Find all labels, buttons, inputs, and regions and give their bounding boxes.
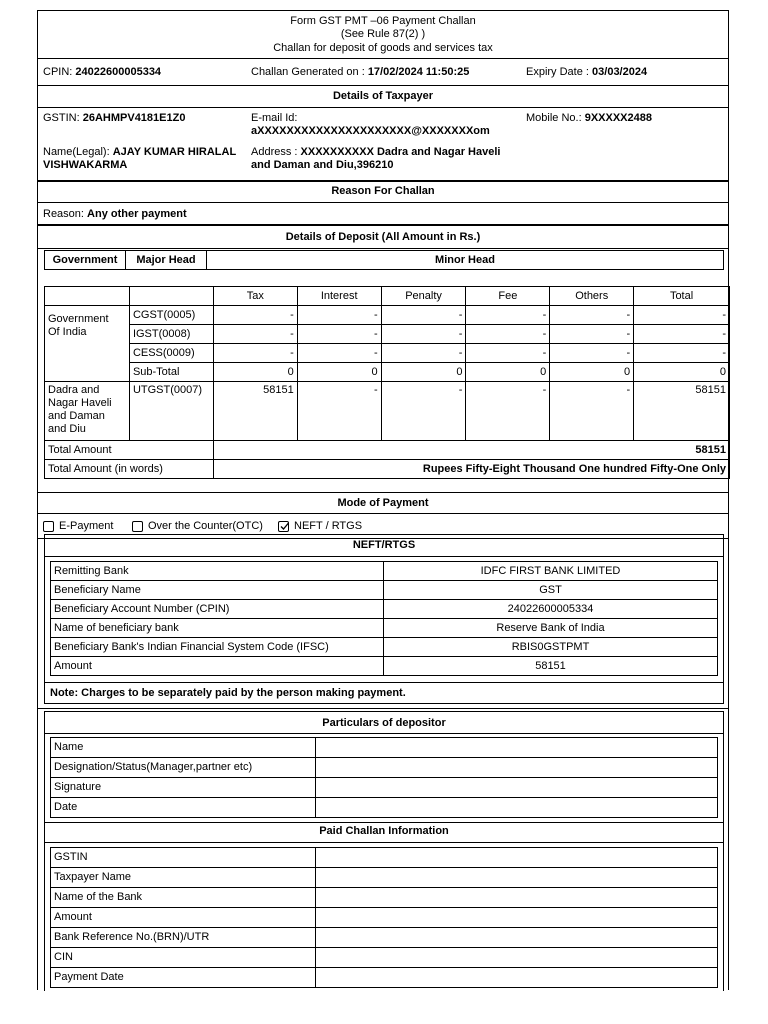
table-row [51,868,718,888]
paid-table [50,847,718,988]
paid-value [316,848,718,868]
neft-label: Amount [51,657,384,676]
reason-section-header [38,181,728,203]
deposit-head-table [44,250,724,270]
major-head: CGST(0005) [129,306,213,325]
cpin-row [38,59,728,86]
col-others: Others [550,287,634,306]
cpin: CPIN: 24022600005334 [43,66,162,78]
otc-checkbox[interactable] [132,521,143,532]
table-row [51,908,718,928]
neft-label: Beneficiary Name [51,581,384,600]
mobile: Mobile No.: 9XXXXX2488 [526,112,652,124]
form-title: Form GST PMT –06 Payment Challan [290,15,476,27]
major-head: UTGST(0007) [129,382,213,441]
epayment-option[interactable]: E-Payment [43,520,113,533]
cell-value: - [297,382,381,441]
paid-label: Name of the Bank [51,888,316,908]
table-row [51,948,718,968]
cell-value: - [213,325,297,344]
table-row [51,758,718,778]
table-row [51,657,718,676]
gstin: GSTIN: 26AHMPV4181E1Z0 [43,112,186,124]
neft-value: 24022600005334 [384,600,718,619]
major-head: Sub-Total [129,363,213,382]
address-cont: and Daman and Diu,396210 [251,159,394,171]
paid-value [316,868,718,888]
neft-frame [44,534,724,704]
form-rule: (See Rule 87(2) ) [340,28,426,40]
cell-value: - [381,382,466,441]
table-row [51,738,718,758]
legal-name-cont: VISHWAKARMA [43,159,128,171]
cell-value: - [381,325,466,344]
depositor-value[interactable] [316,758,718,778]
mode-section-header [38,492,728,514]
neft-checkbox[interactable] [278,521,289,532]
col-tax: Tax [213,287,297,306]
blank-header-cell [129,287,213,306]
cell-value: - [466,344,550,363]
neft-section-title: NEFT/RTGS [352,539,416,551]
depositor-label: Designation/Status(Manager,partner etc) [51,758,316,778]
taxpayer-section-header [38,86,728,108]
amount-words-value: Rupees Fifty-Eight Thousand One hundred Fifty-One Only [213,460,729,479]
paid-label: Amount [51,908,316,928]
depositor-value[interactable] [316,778,718,798]
paid-value [316,948,718,968]
form-header [38,11,728,59]
neft-value: IDFC FIRST BANK LIMITED [384,562,718,581]
neft-value: GST [384,581,718,600]
neft-value: RBIS0GSTPMT [384,638,718,657]
table-row [51,798,718,818]
cell-value: 0 [550,363,634,382]
table-row [51,888,718,908]
form-subtitle: Challan for deposit of goods and services tax [273,42,493,54]
total-amount-label: Total Amount [45,441,214,460]
deposit-table [44,286,730,479]
reason-row [38,203,728,225]
table-row [51,968,718,988]
table-row [45,325,730,344]
cell-value: - [213,306,297,325]
total-amount-row [45,441,730,460]
table-row [51,562,718,581]
cell-value: 0 [634,363,730,382]
paid-section-title: Paid Challan Information [319,825,449,837]
paid-value [316,908,718,928]
depositor-label: Signature [51,778,316,798]
depositor-label: Name [51,738,316,758]
paid-value [316,888,718,908]
cell-value: - [466,306,550,325]
col-government: Government [45,251,126,270]
legal-name: Name(Legal): AJAY KUMAR HIRALAL [43,146,237,158]
table-row [45,363,730,382]
challan-form [37,10,729,990]
mode-section-title: Mode of Payment [337,497,429,509]
cell-value: - [634,325,730,344]
cell-value: - [297,306,381,325]
neft-label: Beneficiary Bank's Indian Financial System Code (IFSC) [51,638,384,657]
cell-value: - [634,344,730,363]
depositor-label: Date [51,798,316,818]
paid-value [316,968,718,988]
col-total: Total [634,287,730,306]
depositor-frame [44,711,724,991]
table-row [51,638,718,657]
deposit-columns-row [45,287,730,306]
col-major-head: Major Head [126,251,207,270]
cell-value: 0 [213,363,297,382]
neft-value: 58151 [384,657,718,676]
cell-value: - [466,382,550,441]
blank-header-cell [45,287,130,306]
paid-label: Bank Reference No.(BRN)/UTR [51,928,316,948]
amount-words-label: Total Amount (in words) [45,460,214,479]
deposit-section-header [38,225,728,249]
table-row [51,848,718,868]
table-row [51,928,718,948]
cell-value: - [297,344,381,363]
depositor-value[interactable] [316,798,718,818]
paid-label: Taxpayer Name [51,868,316,888]
paid-label: CIN [51,948,316,968]
col-minor-head: Minor Head [207,251,724,270]
cell-value: - [381,306,466,325]
email-value: aXXXXXXXXXXXXXXXXXXXXX@XXXXXXXom [251,125,490,137]
neft-label: Remitting Bank [51,562,384,581]
cell-value: - [213,344,297,363]
cell-value: 58151 [634,382,730,441]
neft-table [50,561,718,676]
cell-value: - [381,344,466,363]
cell-value: 0 [297,363,381,382]
cell-value: - [550,325,634,344]
table-row [51,619,718,638]
col-interest: Interest [297,287,381,306]
total-amount-value: 58151 [213,441,729,460]
neft-value: Reserve Bank of India [384,619,718,638]
paid-label: Payment Date [51,968,316,988]
email-label: E-mail Id: [251,112,298,124]
amount-words-row [45,460,730,479]
col-penalty: Penalty [381,287,466,306]
epayment-checkbox[interactable] [43,521,54,532]
depositor-section-title: Particulars of depositor [322,717,446,729]
neft-option[interactable]: NEFT / RTGS [278,520,362,533]
expiry-date: Expiry Date : 03/03/2024 [526,66,648,78]
table-row [51,778,718,798]
neft-label: Name of beneficiary bank [51,619,384,638]
table-row [51,581,718,600]
table-row [51,600,718,619]
depositor-table [50,737,718,818]
paid-value [316,928,718,948]
cell-value: 0 [466,363,550,382]
table-row [45,382,730,441]
address: Address : XXXXXXXXXX Dadra and Nagar Haveli [251,146,501,158]
gov-india-cell: Government Of India [45,306,130,382]
deposit-section-title: Details of Deposit (All Amount in Rs.) [285,231,481,243]
otc-option[interactable]: Over the Counter(OTC) [132,520,263,533]
taxpayer-details [38,108,728,181]
ut-name-cell: Dadra and Nagar Haveli and Daman and Diu [45,382,130,441]
major-head: IGST(0008) [129,325,213,344]
challan-generated: Challan Generated on : 17/02/2024 11:50:25 [251,66,470,78]
paid-label: GSTIN [51,848,316,868]
cell-value: - [550,344,634,363]
cell-value: - [466,325,550,344]
depositor-value[interactable] [316,738,718,758]
cell-value: - [297,325,381,344]
cell-value: - [550,382,634,441]
cell-value: - [550,306,634,325]
charges-note: Note: Charges to be separately paid by the person making payment. [50,687,406,699]
table-row [45,344,730,363]
neft-label: Beneficiary Account Number (CPIN) [51,600,384,619]
major-head: CESS(0009) [129,344,213,363]
reason: Reason: Any other payment [43,208,187,220]
cell-value: 58151 [213,382,297,441]
check-icon [279,521,290,532]
cell-value: - [634,306,730,325]
col-fee: Fee [466,287,550,306]
cell-value: 0 [381,363,466,382]
table-row [45,306,730,325]
taxpayer-section-title: Details of Taxpayer [332,90,434,102]
reason-section-title: Reason For Challan [331,185,435,197]
